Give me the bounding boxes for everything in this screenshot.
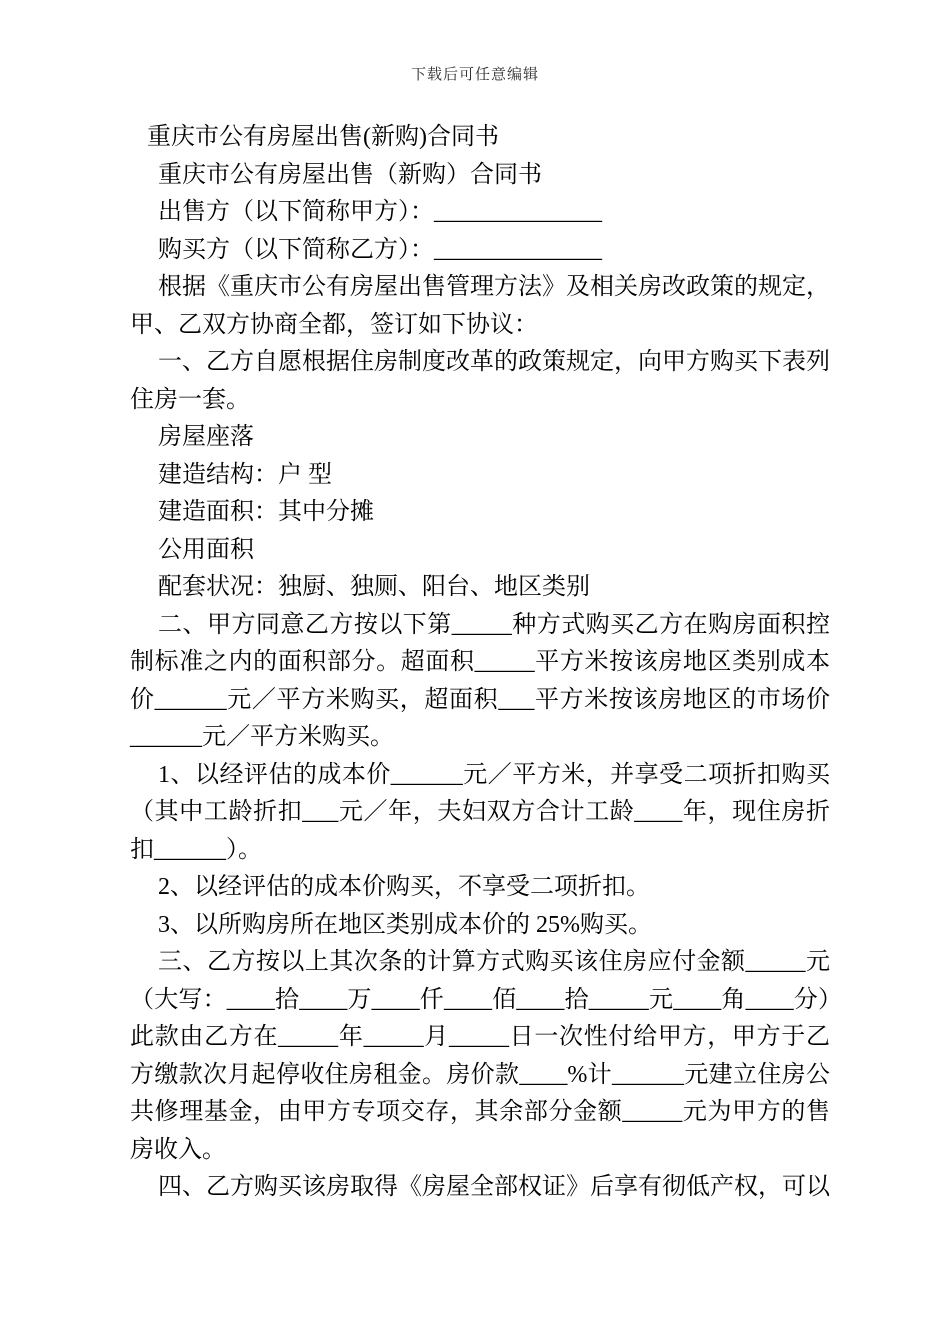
paragraph-container [130,157,830,1207]
paragraph: 购买方（以下简称乙方）：______________ [158,236,602,263]
paragraph: 3、以所购房所在地区类别成本价的 25%购买。 [158,911,652,938]
paragraph: 三、乙方按以上其次条的计算方式购买该住房应付金额_____元（大写：____拾____万____仟____佰____拾_____元____角____分）此款由乙方在_____年_____月_____日一次性付给甲方，甲方于乙方缴款次月起停收住房租金。房价款____%计______元建立住房公共修理基金，由甲方专项交存，其余部分金额_____元为甲方的售房收入。 [130,949,830,1163]
document-body [130,119,830,1207]
paragraph: 出售方（以下简称甲方）：______________ [158,199,602,225]
header-note: 下载后可任意编辑 [410,67,539,83]
paragraph: 根据《重庆市公有房屋出售管理方法》及相关房改政策的规定，甲、乙双方协商全都，签订如下协议： [130,274,830,338]
document-title: 重庆市公有房屋出售(新购)合同书 [147,124,499,150]
paragraph: 2、以经评估的成本价购买，不享受二项折扣。 [158,874,650,900]
paragraph: 建造结构：户 型 [158,461,332,488]
paragraph: 1、以经评估的成本价______元／平方米，并享受二项折扣购买（其中工龄折扣___元／年，夫妇双方合计工龄____年，现住房折扣______）。 [130,761,830,863]
paragraph: 配套状况：独厨、独厕、阳台、地区类别 [158,574,590,600]
paragraph: 重庆市公有房屋出售（新购）合同书 [158,161,542,188]
paragraph: 建造面积：其中分摊 [158,499,374,525]
paragraph: 四、乙方购买该房取得《房屋全部权证》后享有彻低产权，可以 [158,1174,830,1200]
paragraph: 二、甲方同意乙方按以下第_____种方式购买乙方在购房面积控制标准之内的面积部分。超面积_____平方米按该房地区类别成本价______元／平方米购买，超面积___平方米按该房地区的市场价______元／平方米购买。 [130,611,830,750]
paragraph: 一、乙方自愿根据住房制度改革的政策规定，向甲方购买下表列住房一套。 [130,349,830,413]
paragraph: 房屋座落 [158,424,254,450]
paragraph: 公用面积 [158,536,254,563]
